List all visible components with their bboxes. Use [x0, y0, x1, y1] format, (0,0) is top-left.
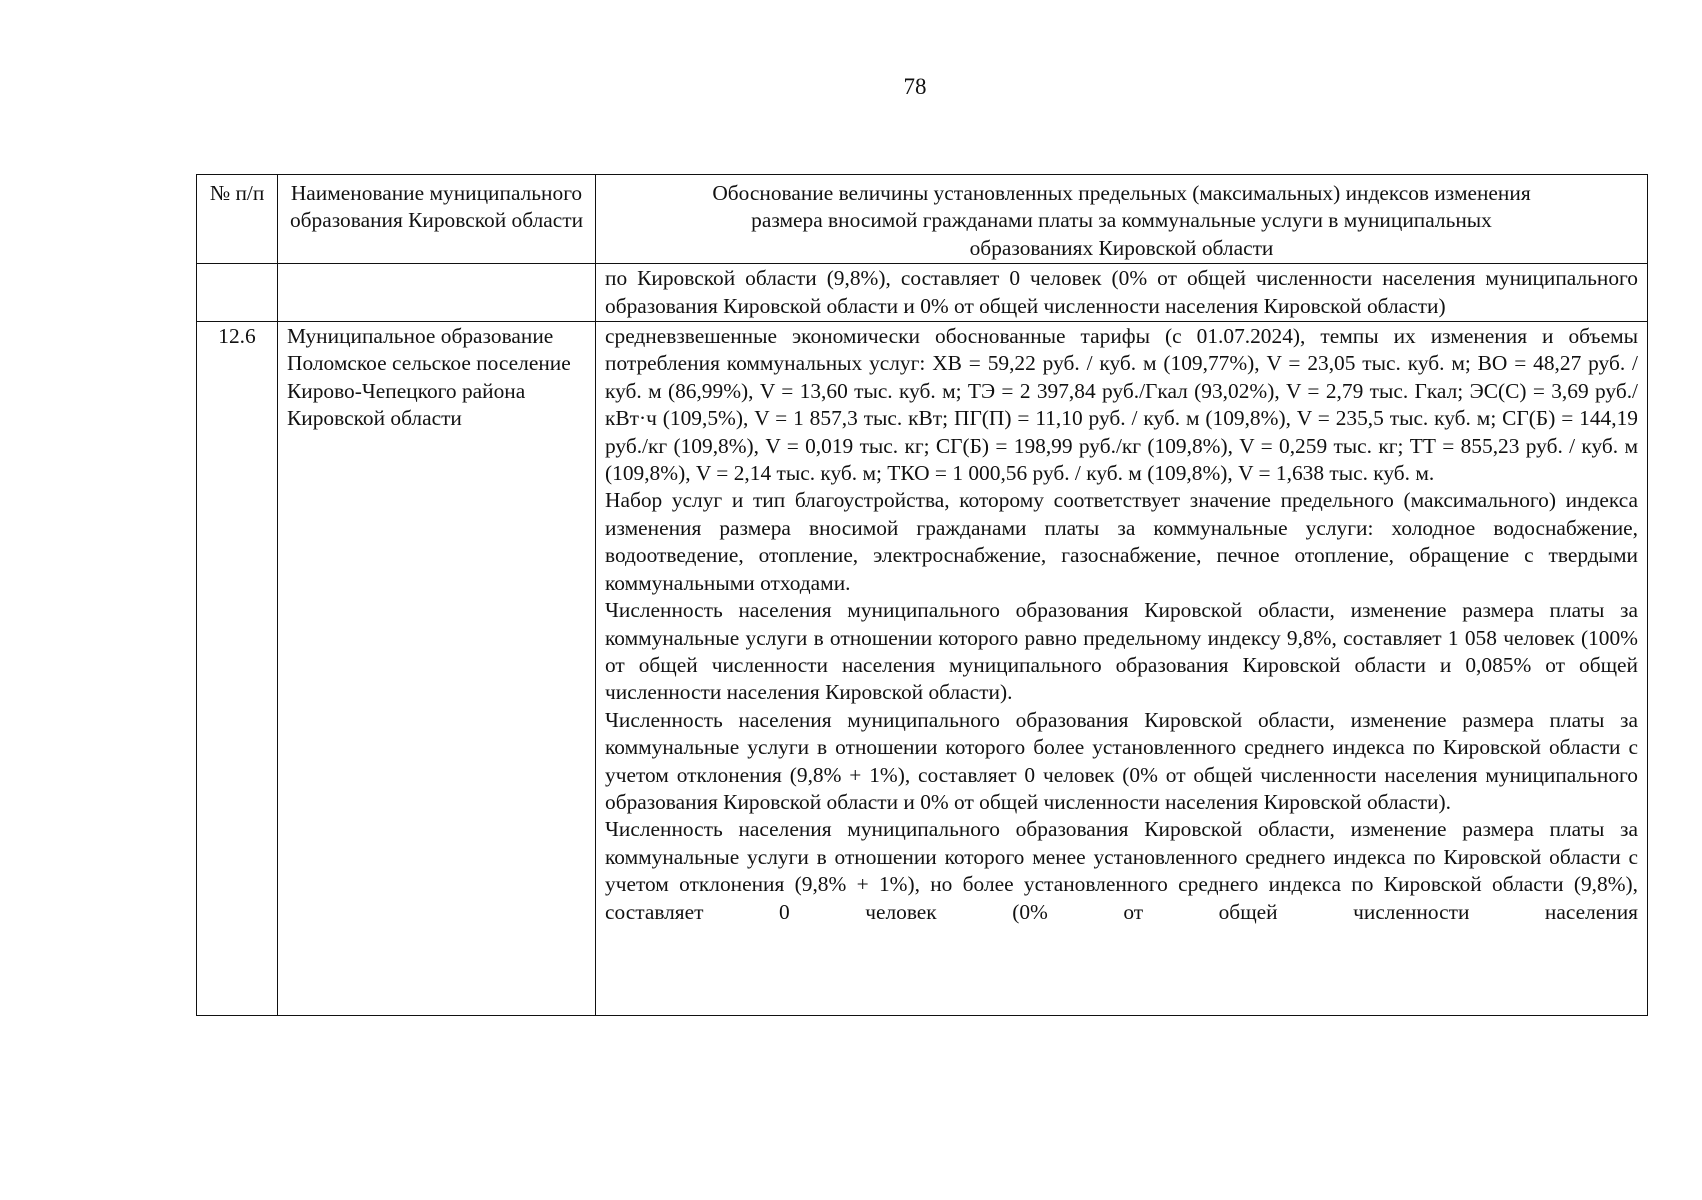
continuation-text: по Кировской области (9,8%), составляет 0 человек (0% от общей численности населения муниципального образования Кировской области и 0% от общей численности населения Кировской области) — [605, 266, 1638, 318]
header-name — [278, 175, 596, 264]
header-name-label: Наименование муниципального образования Кировской области — [289, 181, 584, 233]
population-above-index-paragraph: Численность населения муниципального образования Кировской области, изменение размера платы за коммунальные услуги в отношении которого более установленного среднего индекса по Кировской области с учетом отклонения (9,8% + 1%), составляет 0 человек (0% от общей численности населения муниципального образования Кировской области и 0% от общей численности населения Кировской области). — [605, 707, 1638, 814]
header-justification-label: Обоснование величины установленных предельных (максимальных) индексов изменения размера вносимой гражданами платы за коммунальные услуги в муниципальных образованиях Кировской области — [712, 181, 1531, 260]
population-equal-index-paragraph: Численность населения муниципального образования Кировской области, изменение размера платы за коммунальные услуги в отношении которого равно предельному индексу 9,8%, составляет 1 058 человек (100% от общей численности населения муниципального образования Кировской области и 0,085% от общей численности населения Кировской области). — [605, 598, 1638, 705]
row-12-6-name-cell — [278, 322, 596, 1016]
row-12-6-num: 12.6 — [218, 324, 256, 349]
continuation-num-cell — [197, 264, 278, 322]
continuation-text-cell — [596, 264, 1648, 322]
row-12-6-name: Муниципальное образование Поломское сельское поселение Кирово-Чепецкого района Кировской области — [287, 324, 571, 431]
page-number: 78 — [903, 74, 927, 99]
continuation-name — [278, 264, 595, 265]
row-12-6-text-cell — [596, 322, 1648, 1016]
header-num-label: № п/п — [209, 181, 265, 205]
header-num — [197, 175, 278, 264]
services-paragraph: Набор услуг и тип благоустройства, которому соответствует значение предельного (максимального) индекса изменения размера вносимой гражданами платы за коммунальные услуги: холодное водоснабжение, водоотведение, отопление, электроснабжение, газоснабжение, печное отопление, обращение с твердыми коммунальными отходами. — [605, 488, 1638, 595]
tariff-justification-table — [196, 174, 1648, 1016]
continuation-num — [197, 264, 277, 265]
table-row-continuation — [197, 264, 1648, 322]
table-row-12-6 — [197, 322, 1648, 1016]
continuation-name-cell — [278, 264, 596, 322]
tariffs-paragraph: средневзвешенные экономически обоснованные тарифы (с 01.07.2024), темпы их изменения и объемы потребления коммунальных услуг: ХВ = 59,22 руб. / куб. м (109,77%), V = 23,05 тыс. куб. м; ВО = 48,27 руб. / куб. м (86,99%), V = 13,60 тыс. куб. м; ТЭ = 2 397,84 руб./Гкал (93,02%), V = 2,79 тыс. Гкал; ЭС(С) = 3,69 руб./кВт·ч (109,5%), V = 1 857,3 тыс. кВт; ПГ(П) = 11,10 руб. / куб. м (109,8%), V = 235,5 тыс. куб. м; СГ(Б) = 144,19 руб./кг (109,8%), V = 0,019 тыс. кг; СГ(Б) = 198,99 руб./кг (109,8%), V = 0,259 тыс. кг; ТТ = 855,23 руб. / куб. м (109,8%), V = 2,14 тыс. куб. м; ТКО = 1 000,56 руб. / куб. м (109,8%), V = 1,638 тыс. куб. м. — [605, 324, 1638, 486]
row-12-6-text — [596, 322, 1647, 926]
table-header-row — [197, 175, 1648, 264]
row-12-6-num-cell — [197, 322, 278, 1016]
population-below-index-paragraph: Численность населения муниципального образования Кировской области, изменение размера платы за коммунальные услуги в отношении которого менее установленного среднего индекса по Кировской области с учетом отклонения (9,8% + 1%), но более установленного среднего индекса по Кировской области (9,8%), составляет 0 человек (0% от общей численности населения — [605, 817, 1638, 924]
header-justification — [596, 175, 1648, 264]
